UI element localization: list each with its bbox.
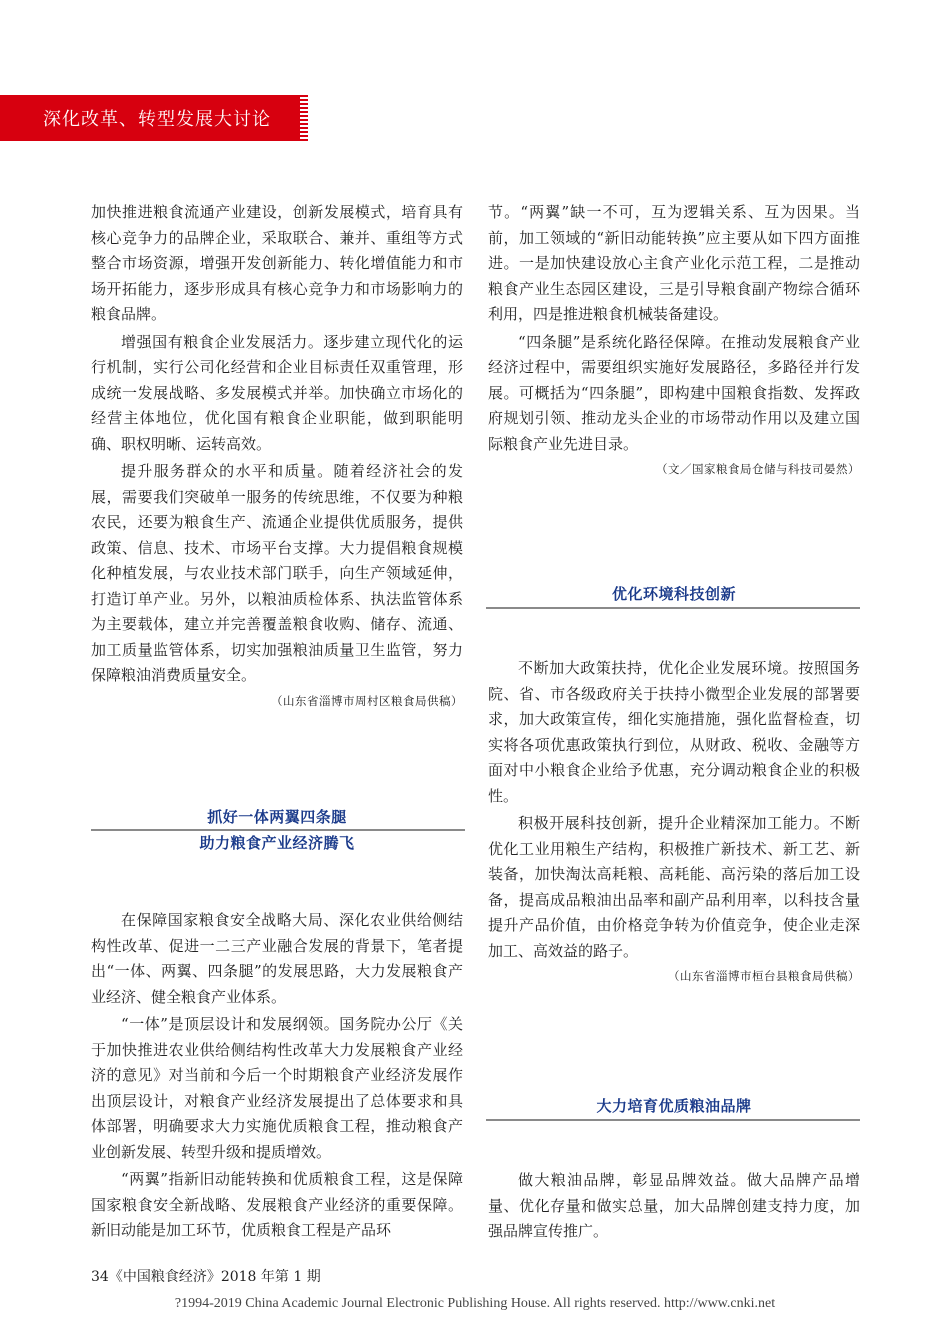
- paragraph: “四条腿”是系统化路径保障。在推动发展粮食产业经济过程中，需要组织实施好发展路径，多路径并行发展。可概括为“四条腿”，即构建中国粮食指数、发挥政府规划引领、推动龙头企业的市场带动作用以及建立国际粮食产业先进目录。: [488, 332, 860, 453]
- right-section2-body: [488, 656, 860, 984]
- paragraph: “两翼”指新旧动能转换和优质粮食工程，这是保障国家粮食安全新战略、发展粮食产业经济的重要保障。新旧动能是加工环节，优质粮食工程是产品环: [91, 1170, 463, 1239]
- section-title: 大力培育优质粮油品牌: [596, 1097, 752, 1115]
- paragraph: 不断加大政策扶持，优化企业发展环境。按照国务院、省、市各级政府关于扶持小微型企业发展的部署要求，加大政策宣传，细化实施措施，强化监督检查，切实将各项优惠政策执行到位，从财政、税收、金融等方面对中小粮食企业给予优惠，充分调动粮食企业的积极性。: [488, 659, 860, 805]
- section-divider: [91, 829, 465, 831]
- paragraph: 积极开展科技创新，提升企业精深加工能力。不断优化工业用粮生产结构，积极推广新技术、新工艺、新装备，加快淘汰高耗粮、高耗能、高污染的落后加工设备，提高成品粮油出品率和副产品利用率，以科技含量提升产品价值，由价格竞争转为价值竞争，使企业走深加工、高效益的路子。: [488, 814, 860, 960]
- copyright-notice: ?1994-2019 China Academic Journal Electronic Publishing House. All rights reserved. http://www.cnki.net: [174, 1296, 776, 1311]
- paragraph: 节。“两翼”缺一不可，互为逻辑关系、互为因果。当前，加工领域的“新旧动能转换”应主要从如下四方面推进。一是加快建设放心主食产业化示范工程，二是推动粮食产业生态园区建设，三是引导粮食副产物综合循环利用，四是推进粮食机械装备建设。: [488, 203, 860, 323]
- left-section-body: [91, 908, 463, 1244]
- section-title-line1: 抓好一体两翼四条腿: [207, 808, 347, 826]
- article-source: （山东省淄博市周村区粮食局供稿）: [271, 693, 463, 708]
- section-title: 优化环境科技创新: [611, 585, 736, 603]
- article-source: （山东省淄博市桓台县粮食局供稿）: [668, 969, 860, 983]
- paragraph: 加快推进粮食流通产业建设，创新发展模式，培育具有核心竞争力的品牌企业，采取联合、兼并、重组等方式整合市场资源，增强开发创新能力、转化增值能力和市场开拓能力，逐步形成具有核心竞争力和市场影响力的粮食品牌。: [91, 203, 463, 323]
- left-article-continued: [91, 200, 463, 709]
- section-banner: [0, 95, 308, 141]
- paragraph: 提升服务群众的水平和质量。随着经济社会的发展，需要我们突破单一服务的传统思维，不仅要为种粮农民，还要为粮食生产、流通企业提供优质服务，提供政策、信息、技术、市场平台支撑。大力提倡粮食规模化种植发展，与农业技术部门联手，向生产领域延伸，打造订单产业。另外，以粮油质检体系、执法监管体系为主要载体，建立并完善覆盖粮食收购、储存、流通、加工质量监管体系，切实加强粮油质量卫生监管，努力保障粮油消费质量安全。: [91, 462, 463, 684]
- right-article-continued: [488, 200, 860, 477]
- banner-striped-edge: [300, 95, 308, 141]
- paragraph: 增强国有粮食企业发展活力。逐步建立现代化的运行机制，实行公司化经营和企业目标责任双重管理，形成统一发展战略、多发展模式并举。加快确立市场化的经营主体地位，优化国有粮食企业职能，做到职能明确、职权明晰、运转高效。: [91, 332, 463, 453]
- banner-title: 深化改革、转型发展大讨论: [43, 109, 271, 130]
- article-source: （文／国家粮食局仓储与科技司晏然）: [656, 462, 860, 476]
- paragraph: 在保障国家粮食安全战略大局、深化农业供给侧结构性改革、促进一二三产业融合发展的背景下，笔者提出“一体、两翼、四条腿”的发展思路，大力发展粮食产业经济、健全粮食产业体系。: [91, 911, 463, 1006]
- paragraph: 做大粮油品牌，彰显品牌效益。做大品牌产品增量、优化存量和做实总量，加大品牌创建支持力度，加强品牌宣传推广。: [488, 1171, 860, 1240]
- page-footer: 34《中国粮食经济》2018 年第 1 期: [91, 1269, 321, 1285]
- paragraph: “一体”是顶层设计和发展纲领。国务院办公厅《关于加快推进农业供给侧结构性改革大力发展粮食产业经济的意见》对当前和今后一个时期粮食产业经济发展作出顶层设计，对粮食产业经济发展提出了总体要求和具体部署，明确要求大力实施优质粮食工程，推动粮食产业创新发展、转型升级和提质增效。: [91, 1015, 463, 1161]
- section-title-line2: 助力粮食产业经济腾飞: [199, 834, 355, 852]
- section-divider: [486, 607, 860, 609]
- right-section3-body: [488, 1168, 860, 1245]
- section-divider: [486, 1119, 860, 1121]
